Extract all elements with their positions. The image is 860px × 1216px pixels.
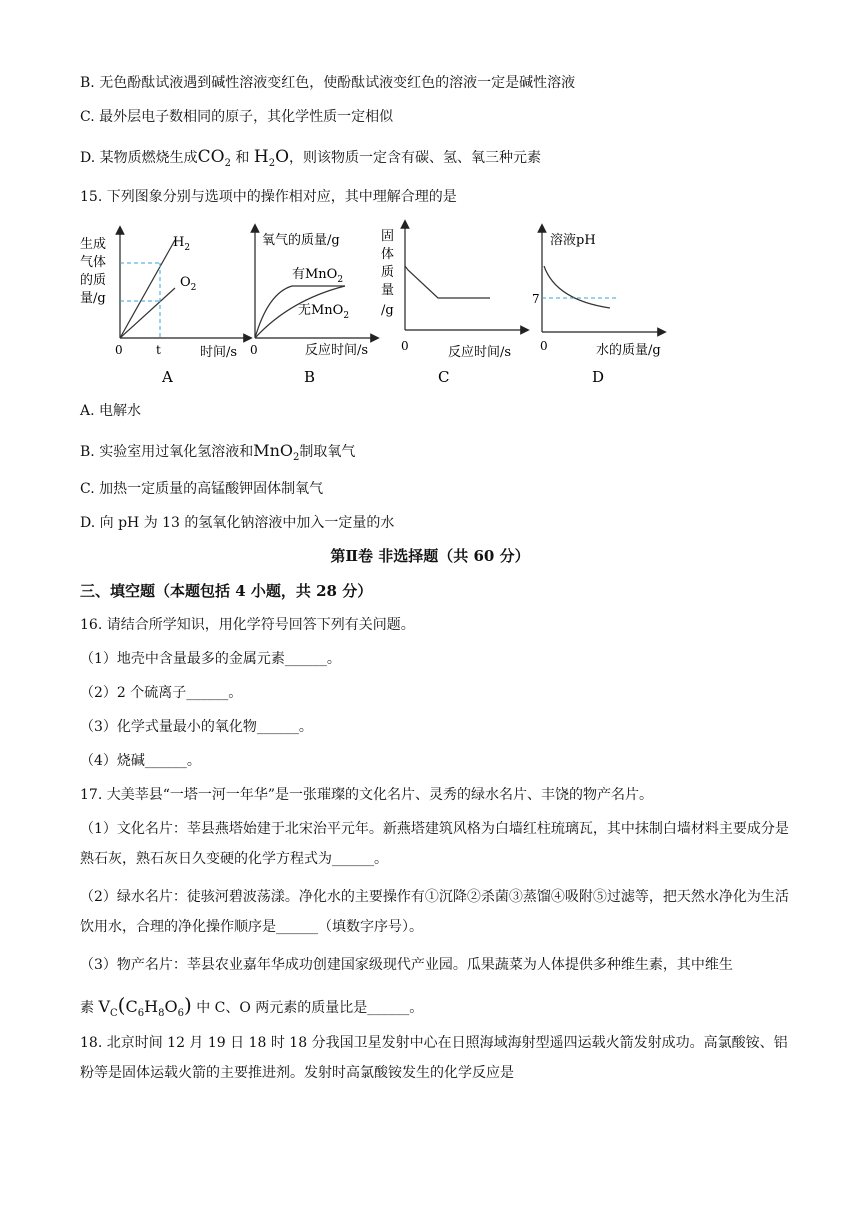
q17-o-sub: 6	[177, 1008, 184, 1019]
graph-d-seven: 7	[532, 292, 540, 306]
q17-c-sub: 6	[137, 1008, 145, 1019]
q17-formula-h: H	[144, 997, 159, 1016]
graph-c	[381, 224, 525, 386]
graph-a-ylabel-3: 的质	[80, 273, 107, 288]
graph-d-curve	[544, 266, 610, 308]
graph-c-ylabel-2: 体	[381, 247, 395, 262]
q17-h-sub: 8	[158, 1008, 165, 1019]
graph-a-ylabel-2: 气体	[80, 255, 107, 270]
q15-graphs	[0, 218, 860, 398]
graph-a-caption: A	[162, 368, 173, 386]
q14-d-suffix: ，则该物质一定含有碳、氢、氧三种元素	[289, 150, 542, 166]
q15-b-mno: MnO	[253, 441, 294, 460]
q16-part2: （2）2 个硫离子______。	[80, 685, 243, 701]
part2-title: 第Ⅱ卷 非选择题（共 60 分）	[330, 547, 530, 565]
graph-d-xlabel: 水的质量/g	[596, 343, 661, 358]
q17-part3-line2	[80, 992, 423, 1027]
graph-c-ylabel-5: /g	[381, 303, 394, 318]
graph-b	[250, 228, 375, 386]
graph-d-origin: 0	[540, 339, 548, 353]
graph-c-curve	[405, 266, 490, 298]
q17-paren-close: )	[183, 993, 192, 1017]
q15-option-a: A. 电解水	[80, 403, 142, 419]
q15-option-d: D. 向 pH 为 13 的氢氧化钠溶液中加入一定量的水	[80, 515, 395, 531]
graph-c-ylabel-4: 量	[381, 283, 395, 298]
q15-b-prefix: B. 实验室用过氧化氢溶液和	[80, 444, 254, 460]
graph-d-ylabel: 溶液pH	[550, 233, 596, 248]
q14-d-prefix: D. 某物质燃烧生成	[80, 150, 198, 166]
q15-option-b	[80, 440, 355, 469]
graph-b-caption: B	[304, 368, 316, 386]
q17-paren-open: (	[117, 993, 126, 1017]
graph-a-o2-label: $O_2$	[180, 275, 197, 293]
q16-part1: （1）地壳中含量最多的金属元素______。	[80, 651, 341, 667]
graph-c-xlabel: 反应时间/s	[448, 345, 512, 360]
graph-c-origin: 0	[401, 339, 409, 353]
graph-b-origin: 0	[250, 343, 258, 357]
graph-a-ylabel-4: 量/g	[80, 291, 106, 306]
q14-d-co: CO	[197, 147, 225, 167]
q17-vc: V	[98, 997, 111, 1016]
q17-p3-suffix: 中 C、O 两元素的质量比是______。	[196, 1000, 424, 1016]
q17-vc-sub: C	[110, 1008, 118, 1019]
q15-b-sub: 2	[293, 452, 300, 463]
graph-a-h2-label: $H_2$	[173, 235, 191, 253]
q15-option-c: C. 加热一定质量的高锰酸钾固体制氧气	[80, 481, 324, 497]
graph-a-ylabel-1: 生成	[80, 237, 107, 252]
q14-d-h: H	[253, 147, 269, 167]
q14-option-b: B. 无色酚酞试液遇到碱性溶液变红色，使酚酞试液变红色的溶液一定是碱性溶液	[80, 75, 576, 91]
q17-part3-line1: （3）物产名片：莘县农业嘉年华成功创建国家级现代产业园。瓜果蔬菜为人体提供多种维生素，其中维生	[80, 957, 733, 973]
q17-formula-o: O	[164, 997, 178, 1016]
graph-a-xlabel: 时间/s	[200, 345, 238, 360]
q14-d-co2-sub: 2	[224, 158, 231, 169]
q17-part2: （2）绿水名片：徒骇河碧波荡漾。净化水的主要操作有①沉降②杀菌③蒸馏④吸附⑤过滤等，把天然水净化为生活饮用水，合理的净化操作顺序是______（填数字序号）。	[80, 889, 789, 935]
graph-c-caption: C	[438, 368, 450, 386]
q14-d-o: O	[275, 147, 290, 167]
graph-a	[80, 230, 248, 386]
q15-b-suffix: 制取氧气	[299, 444, 356, 460]
section3-title: 三、填空题（本题包括 4 小题，共 28 分）	[80, 582, 373, 600]
graph-a-t: t	[156, 343, 161, 357]
graph-d-caption: D	[592, 368, 605, 386]
graph-b-with-label: 有MnO$_2$	[292, 267, 344, 285]
graph-b-xlabel: 反应时间/s	[305, 343, 369, 358]
q14-d-h2-sub: 2	[268, 158, 276, 169]
graph-c-ylabel-1: 固	[381, 229, 395, 244]
q18-text: 18. 北京时间 12 月 19 日 18 时 18 分我国卫星发射中心在日照海域海射型遥四运载火箭发射成功。高氯酸铵、铝粉等是固体运载火箭的主要推进剂。发射时高氯酸铵发生的化学反应是	[80, 1035, 788, 1081]
q15-stem: 15. 下列图象分别与选项中的操作相对应，其中理解合理的是	[80, 189, 457, 205]
q17-formula-c: C	[125, 997, 138, 1016]
q14-option-d	[80, 146, 541, 175]
graph-a-origin: 0	[115, 343, 123, 357]
q17-part1: （1）文化名片：莘县燕塔始建于北宋治平元年。新燕塔建筑风格为白墙红柱琉璃瓦，其中抹制白墙材料主要成分是熟石灰，熟石灰日久变硬的化学方程式为______。	[80, 821, 789, 867]
graph-a-o2-line	[120, 288, 175, 338]
graph-c-ylabel-3: 质	[381, 265, 395, 280]
q16-part3: （3）化学式量最小的氧化物______。	[80, 719, 313, 735]
graph-b-without-label: 无MnO$_2$	[298, 303, 350, 321]
q16-stem: 16. 请结合所学知识，用化学符号回答下列有关问题。	[80, 617, 415, 633]
graph-d	[532, 228, 662, 386]
graph-b-ylabel: 氧气的质量/g	[262, 233, 340, 248]
graph-a-h2-line	[120, 240, 175, 338]
q14-d-and: 和	[235, 150, 250, 166]
q16-part4: （4）烧碱______。	[80, 753, 201, 769]
q17-stem: 17. 大美莘县“一塔一河一年华”是一张璀璨的文化名片、灵秀的绿水名片、丰饶的物产名片。	[80, 787, 654, 803]
q17-p3-prefix: 素	[80, 1000, 94, 1016]
q14-option-c: C. 最外层电子数相同的原子，其化学性质一定相似	[80, 109, 394, 125]
